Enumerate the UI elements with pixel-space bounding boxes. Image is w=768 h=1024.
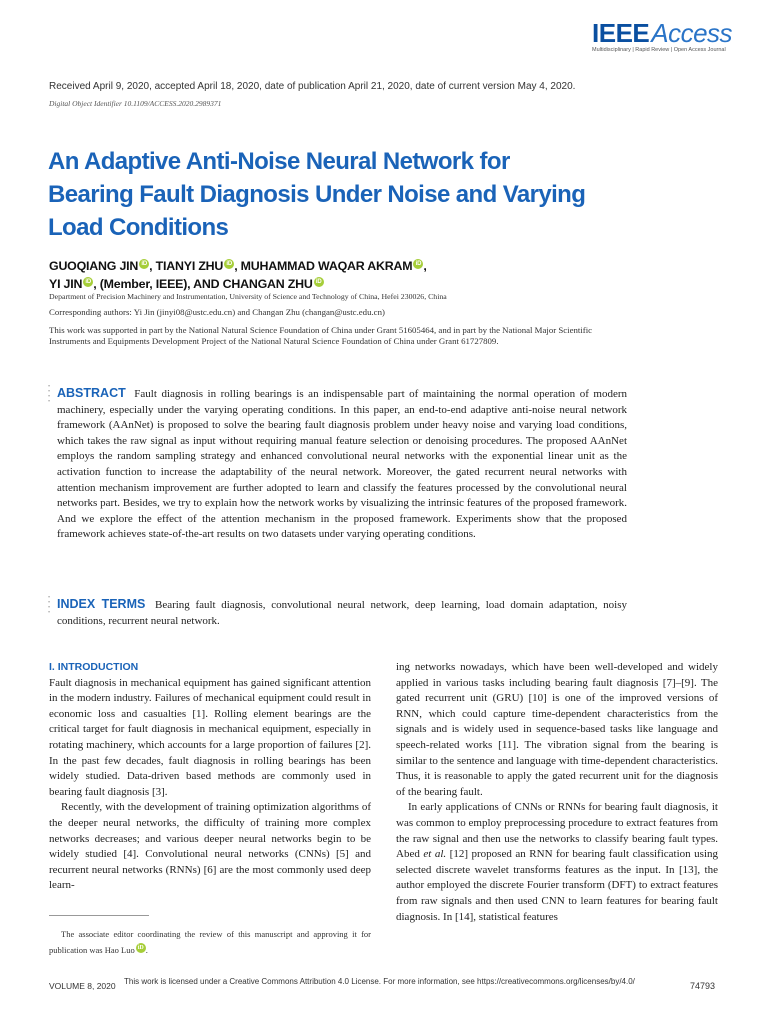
section-marker-icon: • • • •: [48, 384, 51, 405]
footnote-divider: [49, 915, 149, 916]
page-number: 74793: [690, 981, 716, 991]
paragraph: [396, 800, 718, 925]
title-line: Bearing Fault Diagnosis Under Noise and Varying: [48, 181, 586, 208]
abstract-heading: ABSTRACT: [57, 386, 126, 400]
orcid-icon[interactable]: iD: [137, 945, 144, 952]
license-notice: This work is licensed under a Creative Commons Attribution 4.0 License. For more information, see https://creativecommons.org/licenses/by/4.0/: [124, 977, 635, 986]
orcid-icon[interactable]: iD: [83, 277, 93, 287]
paragraph: Recently, with the development of training optimization algorithms of the deeper neural networks, the difficulty of training more complex networks decreases; and various deeper neural networks begin to be widely studied [4]. Convolutional neural networks (CNNs) [5] and recurrent neural networks (RNNs) [6] are the most commonly used deep learn-: [49, 801, 371, 892]
author-name: GUOQIANG JIN: [49, 259, 139, 273]
abstract: [57, 386, 627, 543]
orcid-icon[interactable]: iD: [224, 259, 234, 269]
index-terms: [57, 597, 627, 629]
footnote: The associate editor coordinating the review of this manuscript and approving it for publication was Hao Luo iD .: [49, 929, 371, 955]
orcid-icon[interactable]: iD: [413, 259, 423, 269]
author-list: [49, 257, 427, 293]
paragraph: ing networks nowadays, which have been well-developed and widely applied in various tasks including bearing fault diagnosis [7]–[9]. The gated recurrent unit (GRU) [10] is one of the improved versions of RNN, which could capture time-dependent characteristics from the signals and is widely used in sequence-based tasks like language and speech-related works [11]. The vibration signal from the bearing is similar to the sentence and language with time-dependent characteristics. Thus, it is reasonable to apply the gated recurrent unit for the diagnosis of the bearing fault.: [396, 661, 718, 798]
funding-note: This work was supported in part by the National Natural Science Foundation of China under Grant 51605464, and in part by the National Major Scientific Instruments and Equipments Development Project of the National Natural Science Foundation of China under Grant 61727809.: [49, 325, 593, 346]
right-column: [396, 660, 718, 925]
paper-title: [48, 145, 648, 244]
left-column: [49, 660, 371, 894]
author-name: , (Member, IEEE), AND CHANGAN ZHU: [93, 277, 313, 291]
doi: Digital Object Identifier 10.1109/ACCESS.2020.2989371: [49, 99, 222, 108]
index-terms-text: Bearing fault diagnosis, convolutional neural network, deep learning, load domain adaptation, noisy conditions, recurrent neural network.: [57, 599, 628, 627]
paragraph-text: In early applications of CNNs or RNNs for bearing fault diagnosis, it was common to employ preprocessing procedure to extract features from the raw signal and then use the networks to classify bearing fault types. Abed: [396, 801, 718, 861]
logo-ieee-text: IEEE: [592, 18, 650, 48]
section-heading: I. INTRODUCTION: [49, 661, 139, 673]
affiliation: Department of Precision Machinery and Instrumentation, University of Science and Technology of China, Hefei 230026, China: [49, 292, 447, 301]
orcid-icon[interactable]: iD: [314, 277, 324, 287]
paragraph-text-italic: et al.: [423, 848, 447, 861]
received-dates: Received April 9, 2020, accepted April 18, 2020, date of publication April 21, 2020, date of current version May 4, 2020.: [49, 81, 576, 92]
paragraph-text: [12] proposed an RNN for bearing fault classification using selected discrete wavelet transforms features as the input. In [13], the author employed the discrete Fourier transform (DFT) to extract features from raw signals and then used CNN to learn features for bearing fault diagnosis. In [14], statistical features: [396, 848, 718, 923]
author-separator: ,: [423, 259, 427, 273]
abstract-text: Fault diagnosis in rolling bearings is an indispensable part of maintaining the normal operation of modern machinery, especially under the varying operating conditions. In this paper, an end-to-end adaptive anti-noise neural network framework (AAnNet) is proposed to solve the bearing fault diagnosis problem under heavy noise and varying load conditions, which takes the raw signal as input without requiring manual feature selection or denoising procedures. The proposed AAnNet employs the random sampling strategy and enhanced convolutional neural networks with the exponential linear unit as the activation function to increase the adaptability of the neural network. Moreover, the gated recurrent neural networks with attention mechanism improvement are further adopted to learn and classify the features processed by the convolutional neural networks part. Besides, we try to explain how the network works by visualizing the intrinsic features of the proposed framework. And we explore the effect of the attention mechanism in the proposed framework. Experiments show that the proposed framework achieves state-of-the-art results on two datasets under varying operating conditions.: [57, 388, 627, 541]
title-line: An Adaptive Anti-Noise Neural Network for: [48, 148, 510, 175]
journal-tagline: Multidisciplinary | Rapid Review | Open Access Journal: [592, 47, 726, 53]
index-terms-heading: INDEX TERMS: [57, 597, 146, 611]
journal-logo: [592, 18, 732, 49]
author-name: , TIANYI ZHU: [149, 259, 224, 273]
corresponding-authors: Corresponding authors: Yi Jin (jinyi08@ustc.edu.cn) and Changan Zhu (changan@ustc.edu.cn): [49, 307, 385, 317]
footnote-text: The associate editor coordinating the review of this manuscript and approving it for publication was Hao Luo: [49, 929, 371, 955]
author-name: YI JIN: [49, 277, 83, 291]
logo-access-text: Access: [651, 18, 733, 48]
paragraph: Fault diagnosis in mechanical equipment has gained significant attention in the modern industry. Failures of mechanical equipment could result in economic loss and casualties [1]. Rolling element bearings are the critical target for fault diagnosis in mechanical equipment, especially in rotating machinery, which accounts for a large proportion of failures [2]. In the past few decades, fault diagnosis in rolling bearings has been widely studied. Data-driven based methods are commonly used in bearing fault diagnosis [3].: [49, 676, 371, 798]
section-marker-icon: • • • •: [48, 595, 51, 616]
title-line: Load Conditions: [48, 214, 229, 241]
volume: VOLUME 8, 2020: [49, 981, 116, 991]
author-name: , MUHAMMAD WAQAR AKRAM: [234, 259, 413, 273]
orcid-icon[interactable]: iD: [139, 259, 149, 269]
